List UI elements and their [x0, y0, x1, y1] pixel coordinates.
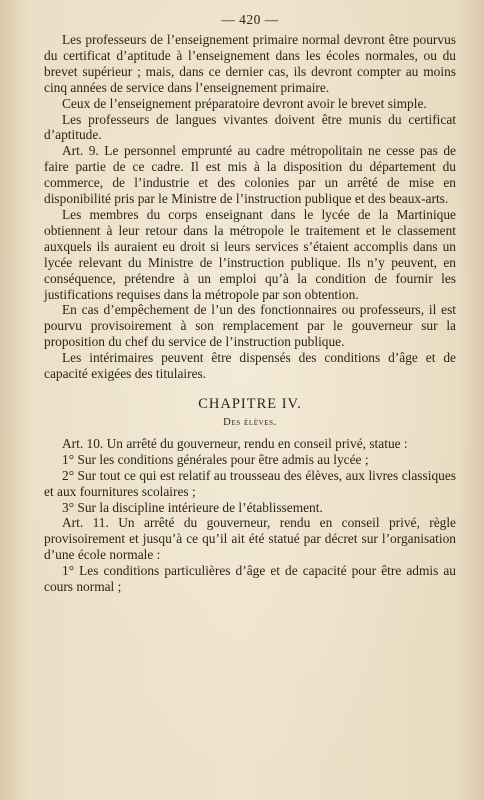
- paragraph-article-11: Art. 11. Un arrêté du gouverneur, rendu en conseil privé, règle provisoirement et jusqu’à ce qu’il ait été statué par décret sur l’organisation d’une école normale :: [44, 515, 456, 563]
- paragraph-article-9: Art. 9. Le personnel emprunté au cadre métropolitain ne cesse pas de faire partie de ce cadre. Il est mis à la disposition du département du commerce, de l’industrie et des colonies par un arrêté de mise en disponibilité pris par le Ministre de l’instruction publique et des beaux-arts.: [44, 143, 456, 207]
- list-item-conditions-generales: 1° Sur les conditions générales pour être admis au lycée ;: [62, 451, 369, 467]
- paragraph-professeurs-primaire: Les professeurs de l’enseignement primaire normal devront être pourvus du certificat d’aptitude à l’enseignement dans les écoles normales, ou du brevet supérieur ; mais, dans ce dernier cas, ils devront compter au moins cinq années de service dans l’enseignement primaire.: [44, 32, 456, 95]
- chapter-title: CHAPITRE IV.: [198, 395, 302, 412]
- list-item-trousseau: 2° Sur tout ce qui est relatif au trousseau des élèves, aux livres classiques et aux fournitures scolaires ;: [44, 467, 456, 499]
- paragraph-empechement: En cas d’empêchement de l’un des fonctionnaires ou professeurs, il est pourvu provisoirement à son remplacement par le gouverneur sur la proposition du chef du service de l’instruction publique.: [44, 302, 456, 350]
- list-item-conditions-particulieres: 1° Les conditions particulières d’âge et de capacité pour être admis au cours normal ;: [44, 563, 456, 595]
- paragraph-membres-corps-enseignant: Les membres du corps enseignant dans le lycée de la Martinique obtiennent à leur retour dans la métropole le traitement et le classement auxquels ils auraient eu droit si leurs services s’étaient accomplis dans un lycée relevant du Ministre de l’instruction publique. Ils n’y peuvent, en conséquence, prétendre à un emploi qu’à la condition de fournir les justifications requises dans la métropole par son obtention.: [44, 206, 456, 302]
- page-number: — 420 —: [221, 12, 279, 27]
- paragraph-interimaires: Les intérimaires peuvent être dispensés des conditions d’âge et de capacité exigées des titulaires.: [44, 350, 456, 382]
- paragraph-article-10: Art. 10. Un arrêté du gouverneur, rendu en conseil privé, statue :: [62, 435, 408, 451]
- paragraph-enseignement-preparatoire: Ceux de l’enseignement préparatoire devront avoir le brevet simple.: [62, 95, 427, 111]
- section-title: Des élèves.: [223, 416, 277, 428]
- list-item-discipline: 3° Sur la discipline intérieure de l’établissement.: [62, 499, 323, 515]
- paragraph-langues-vivantes: Les professeurs de langues vivantes doivent être munis du certificat d’aptitude.: [44, 111, 456, 143]
